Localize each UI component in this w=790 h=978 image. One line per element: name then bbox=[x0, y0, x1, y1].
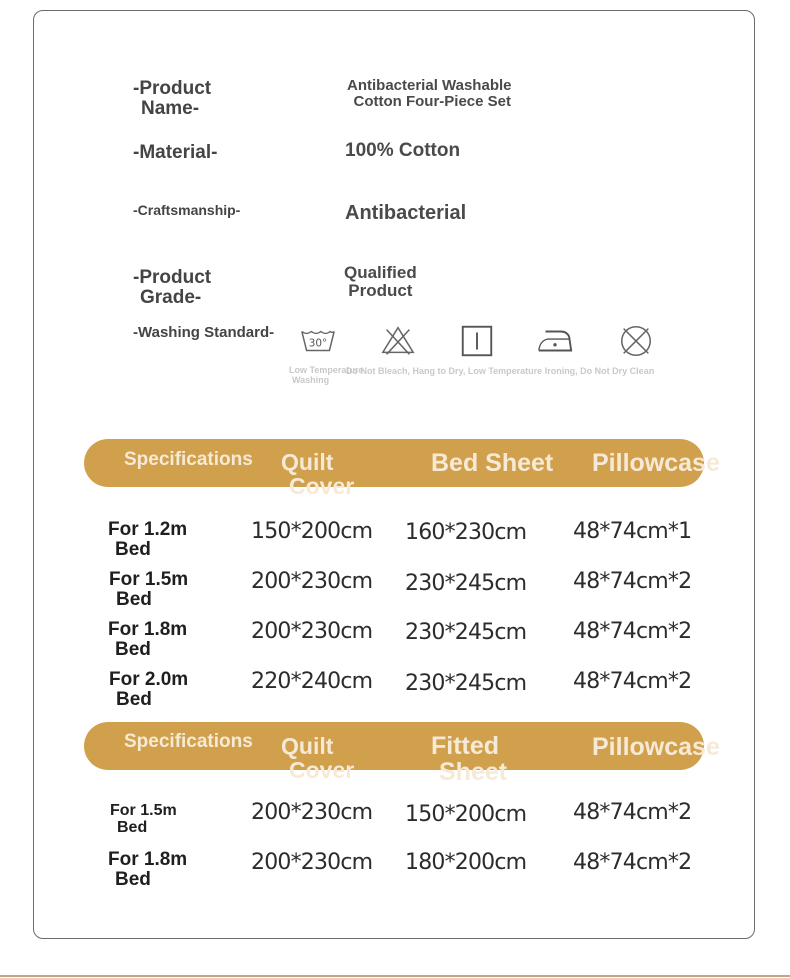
sheet-size: 160*230cm bbox=[405, 520, 527, 545]
product-name-label: -Product Name- bbox=[133, 78, 212, 119]
pillow-size: 48*74cm*2 bbox=[573, 800, 692, 825]
pillow-size: 48*74cm*2 bbox=[573, 619, 692, 644]
sheet-size: 150*200cm bbox=[405, 802, 527, 827]
table1-header-spec: Specifications bbox=[124, 449, 253, 470]
no-bleach-icon bbox=[379, 322, 417, 360]
quilt-size: 200*230cm bbox=[251, 619, 373, 644]
table2-header-spec: Specifications bbox=[124, 731, 253, 752]
pillow-size: 48*74cm*1 bbox=[573, 519, 692, 544]
pillow-size: 48*74cm*2 bbox=[573, 669, 692, 694]
wash-caption-low-temp: Low Temperature Washing bbox=[289, 365, 364, 385]
row-label: For 1.5m Bed bbox=[109, 569, 189, 610]
table1-header-pillowcase: Pillowcase bbox=[592, 449, 720, 477]
quilt-size: 220*240cm bbox=[251, 669, 373, 694]
row-label: For 1.2m Bed bbox=[108, 519, 188, 560]
sheet-size: 230*245cm bbox=[405, 671, 527, 696]
table1-header-bed-sheet: Bed Sheet bbox=[431, 449, 554, 477]
material-value: 100% Cotton bbox=[345, 140, 461, 161]
pillow-size: 48*74cm*2 bbox=[573, 569, 692, 594]
quilt-size: 150*200cm bbox=[251, 519, 373, 544]
pillow-size: 48*74cm*2 bbox=[573, 850, 692, 875]
row-label: For 1.8m Bed bbox=[108, 619, 188, 660]
sheet-size: 230*245cm bbox=[405, 571, 527, 596]
table2-header-pillowcase: Pillowcase bbox=[592, 733, 720, 761]
material-label: -Material- bbox=[133, 142, 218, 163]
table2-header-quilt-cover: Quilt Cover bbox=[281, 733, 355, 784]
no-dry-clean-icon bbox=[617, 322, 655, 360]
sheet-size: 230*245cm bbox=[405, 620, 527, 645]
quilt-size: 200*230cm bbox=[251, 569, 373, 594]
quilt-size: 200*230cm bbox=[251, 800, 373, 825]
table2-header-fitted-sheet: Fitted Sheet bbox=[431, 732, 508, 787]
row-label: For 1.5m Bed bbox=[110, 802, 177, 836]
craftsmanship-label: -Craftsmanship- bbox=[133, 202, 241, 218]
table1-header-quilt-cover: Quilt Cover bbox=[281, 449, 355, 500]
quilt-size: 200*230cm bbox=[251, 850, 373, 875]
hang-dry-icon bbox=[458, 322, 496, 360]
row-label: For 1.8m Bed bbox=[108, 849, 188, 890]
row-label: For 2.0m Bed bbox=[109, 669, 189, 710]
wash-30-icon bbox=[299, 322, 337, 360]
wash-caption-rest: Do Not Bleach, Hang to Dry, Low Temperature Ironing, Do Not Dry Clean bbox=[346, 366, 655, 376]
low-iron-icon bbox=[536, 322, 574, 360]
craftsmanship-value: Antibacterial bbox=[345, 202, 467, 224]
sheet-size: 180*200cm bbox=[405, 850, 527, 875]
washing-standard-label: -Washing Standard- bbox=[133, 324, 275, 341]
wash-temp-text: 30° bbox=[308, 337, 328, 350]
product-name-value: Antibacterial Washable Cotton Four-Piece Set bbox=[347, 77, 512, 110]
product-grade-value: Qualified Product bbox=[344, 263, 417, 300]
bottom-divider bbox=[0, 975, 790, 977]
product-grade-label: -Product Grade- bbox=[133, 267, 212, 308]
